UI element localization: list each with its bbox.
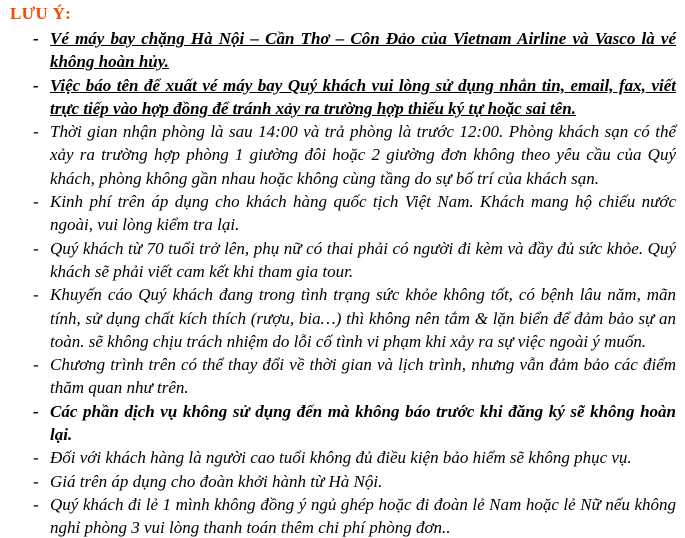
note-item-elderly-pregnant — [10, 237, 676, 284]
note-item-name-registration — [10, 74, 676, 121]
dash-bullet: - — [33, 238, 39, 258]
note-text: Khuyến cáo Quý khách đang trong tình trạng sức khỏe không tốt, có bệnh lâu năm, mãn tính, sử dụng chất kích thích (rượu, bia…) thì không nên tắm & lặn biển để đảm bảo sự an toàn. sẽ không chịu trách nhiệm do lỗi cố tình vi phạm khi xảy ra sự việc ngoài ý muốn. — [50, 285, 676, 351]
notes-list — [10, 27, 676, 538]
dash-bullet: - — [33, 401, 39, 421]
note-text: Việc báo tên để xuất vé máy bay Quý khách vui lòng sử dụng nhắn tin, email, fax, viết trực tiếp vào hợp đồng để tránh xảy ra trường hợp thiếu ký tự hoặc sai tên. — [50, 75, 676, 118]
dash-bullet: - — [33, 494, 39, 514]
note-text: Vé máy bay chặng Hà Nội – Cần Thơ – Côn Đảo của Vietnam Airline và Vasco là vé không hoàn hủy. — [50, 29, 676, 72]
note-item-health-warning — [10, 283, 676, 353]
dash-bullet: - — [33, 29, 39, 48]
dash-bullet: - — [33, 448, 39, 468]
note-item-schedule-change — [10, 353, 676, 400]
note-item-elderly-insurance — [10, 446, 676, 469]
dash-bullet: - — [33, 192, 39, 212]
note-text: Đối với khách hàng là người cao tuổi không đủ điều kiện bảo hiểm sẽ không phục vụ. — [50, 448, 632, 468]
dash-bullet: - — [33, 122, 39, 142]
dash-bullet: - — [33, 471, 39, 491]
note-item-single-supplement — [10, 493, 676, 538]
note-text: Kinh phí trên áp dụng cho khách hàng quốc tịch Việt Nam. Khách mang hộ chiếu nước ngoài, vui lòng kiểm tra lại. — [50, 192, 676, 235]
note-item-unused-services — [10, 400, 676, 447]
note-text: Giá trên áp dụng cho đoàn khởi hành từ Hà Nội. — [50, 471, 383, 491]
note-text: Chương trình trên có thể thay đổi về thời gian và lịch trình, nhưng vẫn đảm bảo các điểm thăm quan như trên. — [50, 355, 676, 398]
note-item-nationality-pricing — [10, 190, 676, 237]
dash-bullet: - — [33, 285, 39, 305]
dash-bullet: - — [33, 75, 39, 95]
note-item-flight-ticket — [10, 27, 676, 74]
note-item-checkin-time — [10, 120, 676, 190]
note-text: Quý khách đi lẻ 1 mình không đồng ý ngủ ghép hoặc đi đoàn lẻ Nam hoặc lẻ Nữ nếu không nghỉ phòng 3 vui lòng thanh toán thêm chi phí phòng đơn.. — [50, 494, 676, 538]
note-text: Quý khách từ 70 tuổi trở lên, phụ nữ có thai phải có người đi kèm và đầy đủ sức khỏe. Quý khách sẽ phải viết cam kết khi tham gia tour. — [50, 238, 676, 281]
note-item-departure-hanoi — [10, 470, 676, 493]
note-text: Thời gian nhận phòng là sau 14:00 và trả phòng là trước 12:00. Phòng khách sạn có thể xảy ra trường hợp phòng 1 giường đôi hoặc 2 giường đơn không theo yêu cầu của Quý khách, phòng không gần nhau hoặc không cùng tầng do sự bố trí của khách sạn. — [50, 122, 676, 188]
note-text: Các phần dịch vụ không sử dụng đến mà không báo trước khi đăng ký sẽ không hoàn lại. — [50, 401, 676, 445]
dash-bullet: - — [33, 355, 39, 375]
notes-heading: LƯU Ý: — [10, 4, 72, 23]
